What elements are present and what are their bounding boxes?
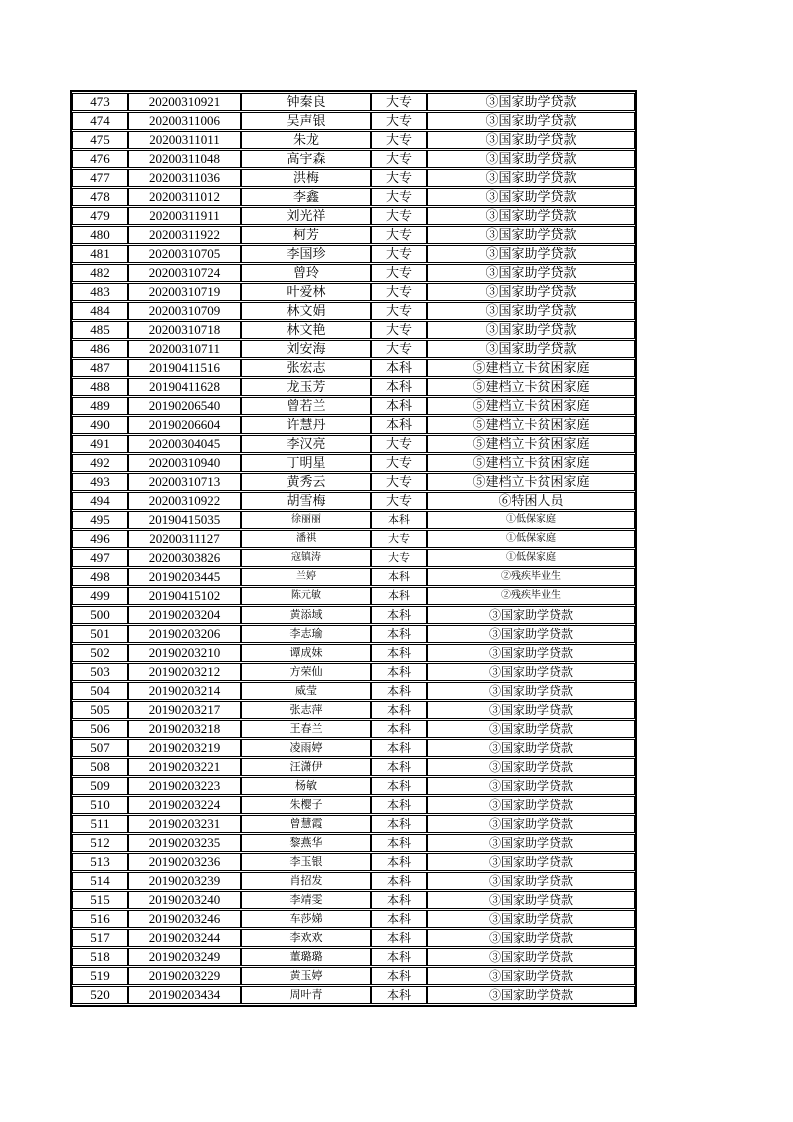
student-name-cell: 汪潇伊 [241,758,371,776]
row-number-cell: 513 [72,853,128,871]
student-name-cell: 林文娟 [241,302,371,320]
row-number-cell: 485 [72,321,128,339]
student-id-cell: 20190203212 [128,663,241,681]
table-row [72,568,635,586]
student-id-cell: 20190415102 [128,587,241,605]
degree-cell: 大专 [371,283,427,301]
aid-category-cell: ③国家助学贷款 [427,910,635,928]
aid-category-cell: ③国家助学贷款 [427,701,635,719]
table-row [72,226,635,244]
row-number-cell: 516 [72,910,128,928]
aid-category-cell: ③国家助学贷款 [427,853,635,871]
table-row [72,625,635,643]
degree-cell: 大专 [371,150,427,168]
student-name-cell: 张志萍 [241,701,371,719]
student-name-cell: 吴声银 [241,112,371,130]
student-id-cell: 20200303826 [128,549,241,567]
table-row [72,986,635,1004]
aid-category-cell: ③国家助学贷款 [427,131,635,149]
aid-category-cell: ③国家助学贷款 [427,93,635,111]
aid-category-cell: ③国家助学贷款 [427,644,635,662]
row-number-cell: 502 [72,644,128,662]
degree-cell: 本科 [371,606,427,624]
student-name-cell: 威莹 [241,682,371,700]
table-row [72,530,635,548]
degree-cell: 大专 [371,492,427,510]
row-number-cell: 508 [72,758,128,776]
row-number-cell: 492 [72,454,128,472]
student-id-cell: 20200310713 [128,473,241,491]
student-id-cell: 20190203240 [128,891,241,909]
student-name-cell: 李汉亮 [241,435,371,453]
student-id-cell: 20190203206 [128,625,241,643]
aid-category-cell: ③国家助学贷款 [427,777,635,795]
student-id-cell: 20190203249 [128,948,241,966]
student-id-cell: 20200311922 [128,226,241,244]
table-row [72,150,635,168]
student-name-cell: 李鑫 [241,188,371,206]
student-id-cell: 20190203236 [128,853,241,871]
table-row [72,758,635,776]
student-id-cell: 20190203218 [128,720,241,738]
row-number-cell: 505 [72,701,128,719]
row-number-cell: 488 [72,378,128,396]
aid-category-cell: ⑤建档立卡贫困家庭 [427,435,635,453]
degree-cell: 本科 [371,891,427,909]
degree-cell: 本科 [371,720,427,738]
row-number-cell: 517 [72,929,128,947]
degree-cell: 本科 [371,853,427,871]
student-name-cell: 钟秦良 [241,93,371,111]
table-row [72,948,635,966]
aid-category-cell: ③国家助学贷款 [427,720,635,738]
aid-category-cell: ⑤建档立卡贫困家庭 [427,454,635,472]
degree-cell: 本科 [371,815,427,833]
row-number-cell: 509 [72,777,128,795]
student-id-cell: 20200311048 [128,150,241,168]
student-id-cell: 20190203224 [128,796,241,814]
table-row [72,663,635,681]
student-id-cell: 20190203210 [128,644,241,662]
degree-cell: 大专 [371,549,427,567]
degree-cell: 大专 [371,473,427,491]
student-id-cell: 20190203445 [128,568,241,586]
table-row [72,264,635,282]
student-id-cell: 20200310922 [128,492,241,510]
student-name-cell: 曾玲 [241,264,371,282]
student-aid-table [70,90,637,1007]
row-number-cell: 473 [72,93,128,111]
table-row [72,549,635,567]
student-name-cell: 丁明星 [241,454,371,472]
aid-category-cell: ⑤建档立卡贫困家庭 [427,359,635,377]
student-name-cell: 曾若兰 [241,397,371,415]
aid-category-cell: ②残疾毕业生 [427,568,635,586]
aid-category-cell: ③国家助学贷款 [427,321,635,339]
degree-cell: 本科 [371,663,427,681]
student-name-cell: 黎燕华 [241,834,371,852]
table-row [72,93,635,111]
row-number-cell: 503 [72,663,128,681]
student-name-cell: 兰婷 [241,568,371,586]
table-row [72,321,635,339]
student-id-cell: 20190203221 [128,758,241,776]
aid-category-cell: ③国家助学贷款 [427,758,635,776]
table-row [72,188,635,206]
aid-category-cell: ③国家助学贷款 [427,929,635,947]
student-name-cell: 徐丽丽 [241,511,371,529]
student-name-cell: 车莎娣 [241,910,371,928]
degree-cell: 本科 [371,929,427,947]
degree-cell: 本科 [371,644,427,662]
student-name-cell: 高宇森 [241,150,371,168]
aid-category-cell: ①低保家庭 [427,530,635,548]
table-row [72,283,635,301]
student-id-cell: 20200310709 [128,302,241,320]
student-id-cell: 20190203219 [128,739,241,757]
student-name-cell: 叶爱林 [241,283,371,301]
student-name-cell: 李靖雯 [241,891,371,909]
student-name-cell: 龙玉芳 [241,378,371,396]
row-number-cell: 480 [72,226,128,244]
student-id-cell: 20190203434 [128,986,241,1004]
aid-category-cell: ③国家助学贷款 [427,663,635,681]
row-number-cell: 506 [72,720,128,738]
table-row [72,245,635,263]
student-id-cell: 20200310718 [128,321,241,339]
aid-category-cell: ②残疾毕业生 [427,587,635,605]
table-row [72,853,635,871]
student-name-cell: 李国珍 [241,245,371,263]
table-row [72,682,635,700]
student-name-cell: 朱龙 [241,131,371,149]
degree-cell: 大专 [371,435,427,453]
aid-category-cell: ③国家助学贷款 [427,606,635,624]
degree-cell: 大专 [371,93,427,111]
aid-category-cell: ③国家助学贷款 [427,112,635,130]
aid-category-cell: ③国家助学贷款 [427,796,635,814]
degree-cell: 本科 [371,796,427,814]
student-id-cell: 20190206604 [128,416,241,434]
aid-category-cell: ⑤建档立卡贫困家庭 [427,378,635,396]
row-number-cell: 486 [72,340,128,358]
student-name-cell: 寇镇涛 [241,549,371,567]
row-number-cell: 494 [72,492,128,510]
degree-cell: 本科 [371,872,427,890]
student-id-cell: 20200311127 [128,530,241,548]
row-number-cell: 512 [72,834,128,852]
degree-cell: 大专 [371,226,427,244]
student-name-cell: 张宏志 [241,359,371,377]
degree-cell: 大专 [371,454,427,472]
row-number-cell: 515 [72,891,128,909]
row-number-cell: 507 [72,739,128,757]
student-id-cell: 20200310940 [128,454,241,472]
table-row [72,378,635,396]
row-number-cell: 511 [72,815,128,833]
student-id-cell: 20190203235 [128,834,241,852]
student-id-cell: 20200310719 [128,283,241,301]
aid-category-cell: ⑤建档立卡贫困家庭 [427,397,635,415]
student-name-cell: 曾慧霞 [241,815,371,833]
table-row [72,397,635,415]
aid-category-cell: ③国家助学贷款 [427,207,635,225]
student-id-cell: 20200311006 [128,112,241,130]
aid-category-cell: ③国家助学贷款 [427,188,635,206]
student-name-cell: 杨敏 [241,777,371,795]
student-id-cell: 20200310921 [128,93,241,111]
table-row [72,910,635,928]
student-id-cell: 20200310705 [128,245,241,263]
row-number-cell: 490 [72,416,128,434]
table-row [72,112,635,130]
degree-cell: 本科 [371,967,427,985]
student-name-cell: 林文艳 [241,321,371,339]
degree-cell: 大专 [371,131,427,149]
aid-category-cell: ③国家助学贷款 [427,283,635,301]
aid-category-cell: ①低保家庭 [427,511,635,529]
aid-category-cell: ③国家助学贷款 [427,891,635,909]
table-row [72,701,635,719]
student-name-cell: 胡雪梅 [241,492,371,510]
student-name-cell: 凌雨婷 [241,739,371,757]
student-id-cell: 20190203204 [128,606,241,624]
student-name-cell: 潘祺 [241,530,371,548]
row-number-cell: 497 [72,549,128,567]
row-number-cell: 498 [72,568,128,586]
degree-cell: 大专 [371,169,427,187]
aid-category-cell: ③国家助学贷款 [427,264,635,282]
student-name-cell: 李玉银 [241,853,371,871]
aid-category-cell: ⑤建档立卡贫困家庭 [427,416,635,434]
row-number-cell: 495 [72,511,128,529]
table-row [72,587,635,605]
student-name-cell: 陈元敏 [241,587,371,605]
student-name-cell: 洪梅 [241,169,371,187]
degree-cell: 本科 [371,397,427,415]
student-id-cell: 20200311011 [128,131,241,149]
degree-cell: 大专 [371,321,427,339]
degree-cell: 本科 [371,682,427,700]
student-id-cell: 20200311036 [128,169,241,187]
aid-category-cell: ③国家助学贷款 [427,302,635,320]
table-row [72,435,635,453]
student-name-cell: 谭成妹 [241,644,371,662]
student-id-cell: 20190203231 [128,815,241,833]
table-row [72,739,635,757]
degree-cell: 本科 [371,416,427,434]
student-id-cell: 20200310724 [128,264,241,282]
table-row [72,492,635,510]
student-id-cell: 20200310711 [128,340,241,358]
student-id-cell: 20190203223 [128,777,241,795]
student-id-cell: 20190203214 [128,682,241,700]
row-number-cell: 496 [72,530,128,548]
degree-cell: 本科 [371,701,427,719]
table-row [72,644,635,662]
aid-category-cell: ③国家助学贷款 [427,340,635,358]
row-number-cell: 501 [72,625,128,643]
student-name-cell: 王春兰 [241,720,371,738]
degree-cell: 大专 [371,188,427,206]
row-number-cell: 483 [72,283,128,301]
student-id-cell: 20200304045 [128,435,241,453]
table-row [72,454,635,472]
table-row [72,359,635,377]
aid-category-cell: ③国家助学贷款 [427,872,635,890]
degree-cell: 本科 [371,834,427,852]
table-row [72,967,635,985]
row-number-cell: 484 [72,302,128,320]
student-name-cell: 李志瑜 [241,625,371,643]
student-name-cell: 柯芳 [241,226,371,244]
student-id-cell: 20200311911 [128,207,241,225]
row-number-cell: 518 [72,948,128,966]
degree-cell: 本科 [371,948,427,966]
student-id-cell: 20200311012 [128,188,241,206]
degree-cell: 本科 [371,378,427,396]
row-number-cell: 491 [72,435,128,453]
table-row [72,777,635,795]
row-number-cell: 474 [72,112,128,130]
table-row [72,207,635,225]
table-body [72,93,635,1004]
table-row [72,302,635,320]
table-row [72,815,635,833]
student-name-cell: 刘光祥 [241,207,371,225]
student-name-cell: 黄添域 [241,606,371,624]
aid-category-cell: ③国家助学贷款 [427,967,635,985]
student-name-cell: 李欢欢 [241,929,371,947]
student-name-cell: 黄秀云 [241,473,371,491]
student-name-cell: 许慧丹 [241,416,371,434]
student-name-cell: 黄玉婷 [241,967,371,985]
aid-category-cell: ③国家助学贷款 [427,815,635,833]
table-row [72,416,635,434]
degree-cell: 大专 [371,207,427,225]
row-number-cell: 499 [72,587,128,605]
table-row [72,511,635,529]
table-row [72,169,635,187]
row-number-cell: 475 [72,131,128,149]
aid-category-cell: ①低保家庭 [427,549,635,567]
aid-category-cell: ③国家助学贷款 [427,226,635,244]
table-row [72,891,635,909]
student-id-cell: 20190415035 [128,511,241,529]
degree-cell: 本科 [371,986,427,1004]
table-row [72,606,635,624]
aid-category-cell: ③国家助学贷款 [427,150,635,168]
degree-cell: 大专 [371,245,427,263]
table-row [72,131,635,149]
student-name-cell: 董璐璐 [241,948,371,966]
table-row [72,340,635,358]
table-row [72,834,635,852]
student-id-cell: 20190203239 [128,872,241,890]
aid-category-cell: ⑤建档立卡贫困家庭 [427,473,635,491]
student-name-cell: 周叶青 [241,986,371,1004]
degree-cell: 大专 [371,302,427,320]
row-number-cell: 478 [72,188,128,206]
student-id-cell: 20190206540 [128,397,241,415]
aid-category-cell: ③国家助学贷款 [427,682,635,700]
row-number-cell: 520 [72,986,128,1004]
degree-cell: 本科 [371,758,427,776]
degree-cell: 大专 [371,530,427,548]
table-row [72,720,635,738]
table-row [72,929,635,947]
aid-category-cell: ③国家助学贷款 [427,625,635,643]
degree-cell: 大专 [371,112,427,130]
aid-category-cell: ⑥特困人员 [427,492,635,510]
student-name-cell: 肖招发 [241,872,371,890]
degree-cell: 本科 [371,910,427,928]
row-number-cell: 500 [72,606,128,624]
degree-cell: 大专 [371,264,427,282]
student-name-cell: 刘安海 [241,340,371,358]
row-number-cell: 477 [72,169,128,187]
student-id-cell: 20190203244 [128,929,241,947]
row-number-cell: 504 [72,682,128,700]
table-row [72,872,635,890]
row-number-cell: 493 [72,473,128,491]
row-number-cell: 519 [72,967,128,985]
aid-category-cell: ③国家助学贷款 [427,739,635,757]
row-number-cell: 510 [72,796,128,814]
student-id-cell: 20190411516 [128,359,241,377]
row-number-cell: 489 [72,397,128,415]
degree-cell: 本科 [371,568,427,586]
table-row [72,473,635,491]
row-number-cell: 481 [72,245,128,263]
degree-cell: 本科 [371,511,427,529]
row-number-cell: 479 [72,207,128,225]
degree-cell: 本科 [371,587,427,605]
student-id-cell: 20190203217 [128,701,241,719]
student-name-cell: 方荣仙 [241,663,371,681]
row-number-cell: 487 [72,359,128,377]
student-id-cell: 20190203229 [128,967,241,985]
table-row [72,796,635,814]
aid-category-cell: ③国家助学贷款 [427,834,635,852]
row-number-cell: 482 [72,264,128,282]
degree-cell: 本科 [371,359,427,377]
aid-category-cell: ③国家助学贷款 [427,245,635,263]
degree-cell: 本科 [371,777,427,795]
aid-category-cell: ③国家助学贷款 [427,169,635,187]
student-id-cell: 20190411628 [128,378,241,396]
student-id-cell: 20190203246 [128,910,241,928]
row-number-cell: 476 [72,150,128,168]
aid-category-cell: ③国家助学贷款 [427,948,635,966]
row-number-cell: 514 [72,872,128,890]
degree-cell: 本科 [371,625,427,643]
aid-category-cell: ③国家助学贷款 [427,986,635,1004]
student-name-cell: 朱樱子 [241,796,371,814]
degree-cell: 大专 [371,340,427,358]
degree-cell: 本科 [371,739,427,757]
